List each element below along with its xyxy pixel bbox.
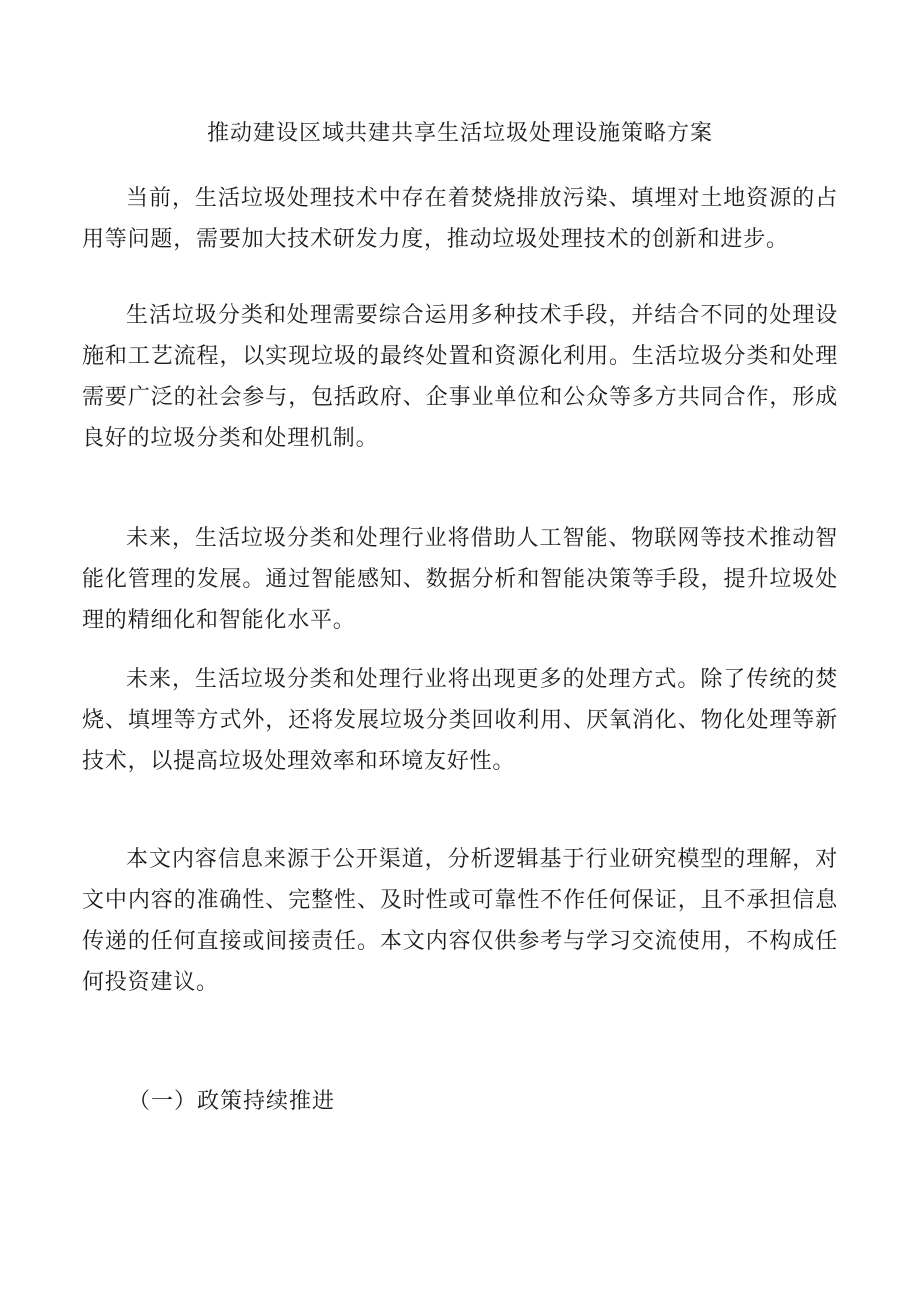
document-title: 推动建设区域共建共享生活垃圾处理设施策略方案 <box>206 121 713 146</box>
paragraph-4: 未来，生活垃圾分类和处理行业将出现更多的处理方式。除了传统的焚烧、填埋等方式外，还将发展垃圾分类回收利用、厌氧消化、物化处理等新技术，以提高垃圾处理效率和环境友好性。 <box>82 667 838 774</box>
paragraph-5: 本文内容信息来源于公开渠道，分析逻辑基于行业研究模型的理解，对文中内容的准确性、完整性、及时性或可靠性不作任何保证，且不承担信息传递的任何直接或间接责任。本文内容仅供参考与学习交流使用，不构成任何投资建议。 <box>82 847 838 995</box>
paragraph-2: 生活垃圾分类和处理需要综合运用多种技术手段，并结合不同的处理设施和工艺流程，以实现垃圾的最终处置和资源化利用。生活垃圾分类和处理需要广泛的社会参与，包括政府、企事业单位和公众等多方共同合作，形成良好的垃圾分类和处理机制。 <box>82 303 838 451</box>
paragraph-1: 当前，生活垃圾处理技术中存在着焚烧排放污染、填埋对土地资源的占用等问题，需要加大技术研发力度，推动垃圾处理技术的创新和进步。 <box>82 186 838 252</box>
section-heading: （一）政策持续推进 <box>128 1089 336 1114</box>
paragraph-3: 未来，生活垃圾分类和处理行业将借助人工智能、物联网等技术推动智能化管理的发展。通过智能感知、数据分析和智能决策等手段，提升垃圾处理的精细化和智能化水平。 <box>82 526 838 633</box>
